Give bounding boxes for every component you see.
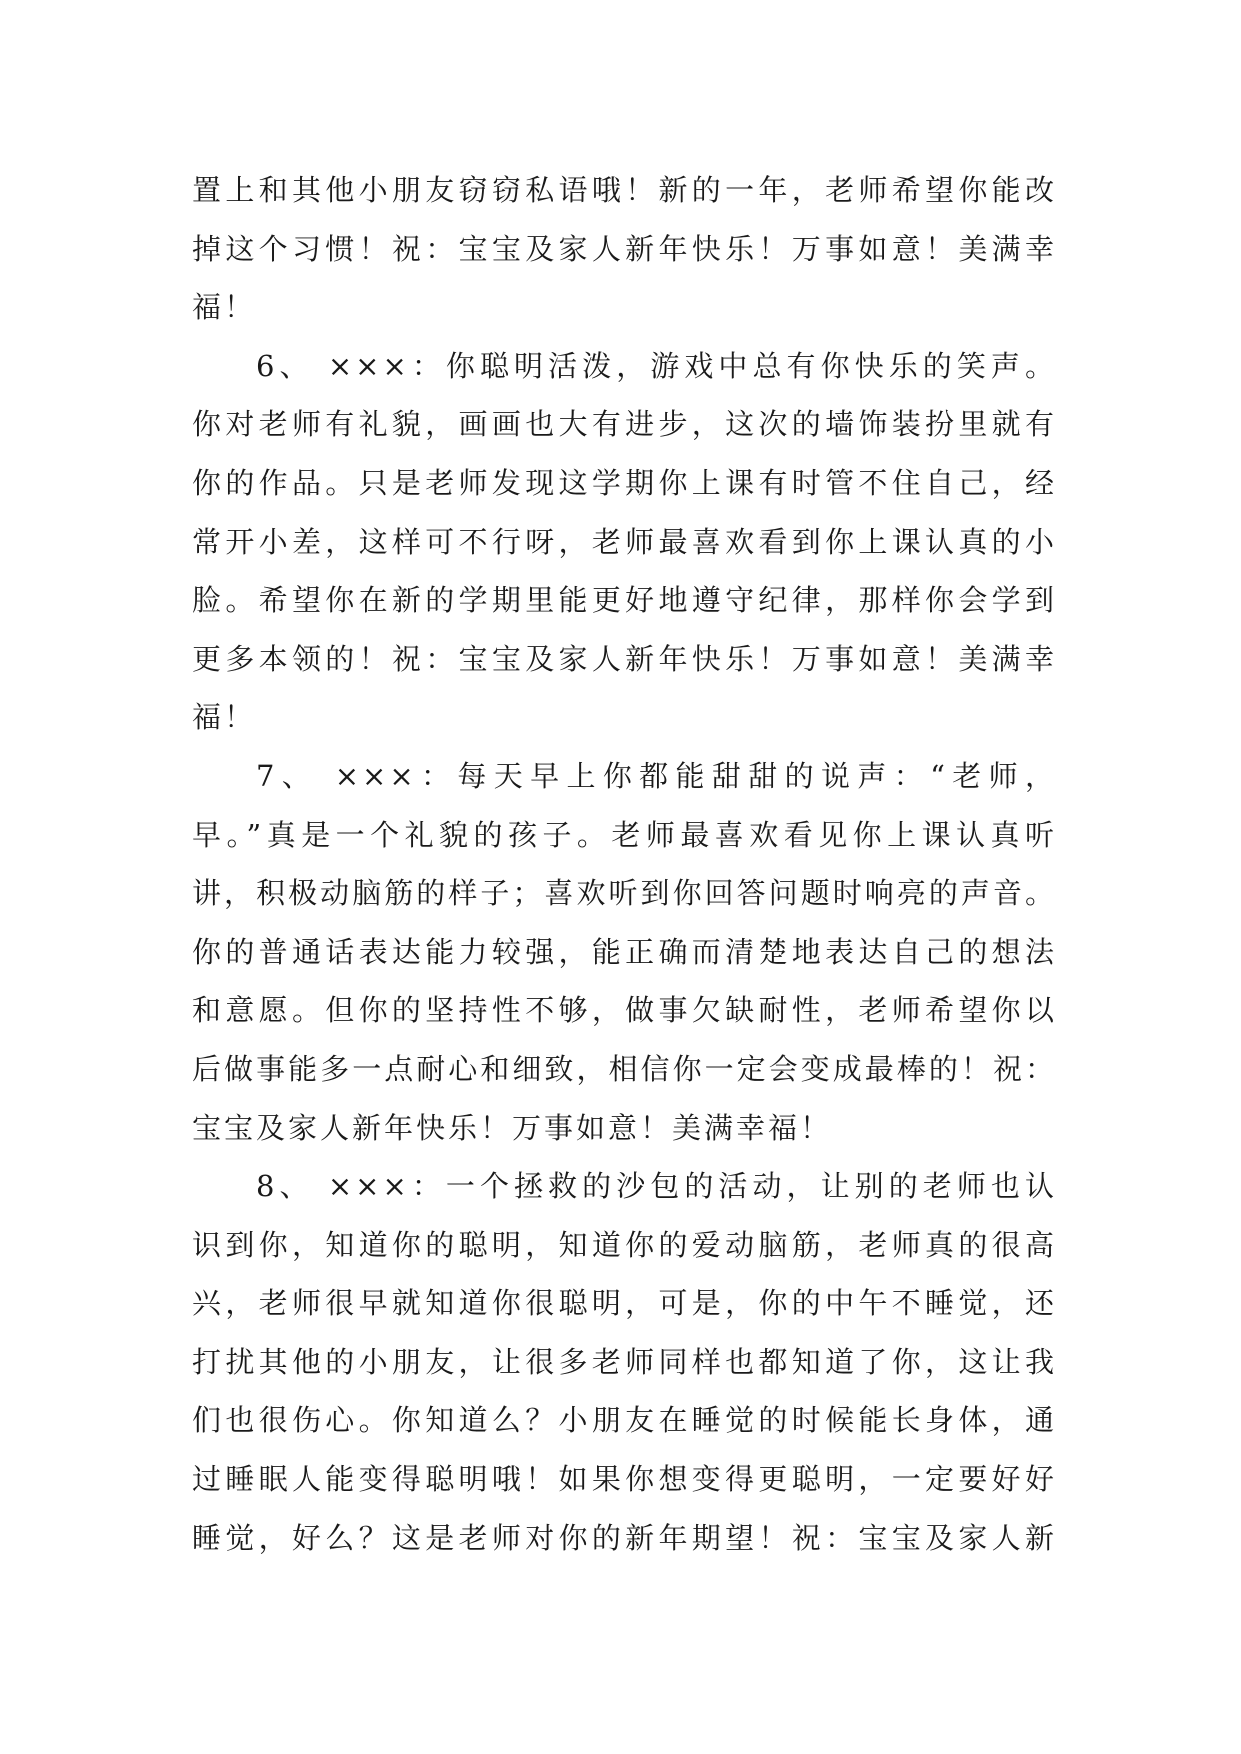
text-line: 讲，积极动脑筋的样子；喜欢听到你回答问题时响亮的声音。 (192, 876, 1057, 911)
text-line: 宝宝及家人新年快乐！万事如意！美满幸福！ (192, 1110, 833, 1145)
text-line: 福！ (192, 700, 257, 735)
text-line: 们也很伤心。你知道么？小朋友在睡觉的时候能长身体，通 (192, 1403, 1057, 1438)
text-line: 脸。希望你在新的学期里能更好地遵守纪律，那样你会学到 (192, 583, 1057, 618)
text-line: 置上和其他小朋友窃窃私语哦！新的一年，老师希望你能改 (192, 173, 1057, 207)
text-line: 早。”真是一个礼貌的孩子。老师最喜欢看见你上课认真听 (192, 817, 1057, 852)
paragraph-start-line-7: 7、 ×××：每天早上你都能甜甜的说声：“老师， (256, 758, 1057, 793)
text-line: 福！ (192, 290, 257, 325)
text-line: 你对老师有礼貌，画画也大有进步，这次的墙饰装扮里就有 (192, 407, 1057, 442)
document-body (192, 161, 1072, 1567)
text-line: 你的普通话表达能力较强，能正确而清楚地表达自己的想法 (192, 934, 1057, 969)
text-line: 识到你，知道你的聪明，知道你的爱动脑筋，老师真的很高 (192, 1227, 1057, 1262)
text-line: 兴，老师很早就知道你很聪明，可是，你的中午不睡觉，还 (192, 1286, 1057, 1321)
paragraph-start-line-6: 6、 ×××：你聪明活泼，游戏中总有你快乐的笑声。 (256, 348, 1057, 383)
text-line: 过睡眠人能变得聪明哦！如果你想变得更聪明，一定要好好 (192, 1462, 1057, 1497)
text-line: 打扰其他的小朋友，让很多老师同样也都知道了你，这让我 (192, 1344, 1057, 1379)
text-line: 后做事能多一点耐心和细致，相信你一定会变成最棒的！祝： (192, 1051, 1057, 1086)
text-line: 和意愿。但你的坚持性不够，做事欠缺耐性，老师希望你以 (192, 993, 1057, 1028)
text-line: 更多本领的！祝：宝宝及家人新年快乐！万事如意！美满幸 (192, 641, 1057, 676)
text-line: 睡觉，好么？这是老师对你的新年期望！祝：宝宝及家人新 (192, 1520, 1057, 1555)
text-line: 你的作品。只是老师发现这学期你上课有时管不住自己，经 (192, 465, 1057, 500)
text-line: 掉这个习惯！祝：宝宝及家人新年快乐！万事如意！美满幸 (192, 231, 1057, 266)
paragraph-start-line-8: 8、 ×××：一个拯救的沙包的活动，让别的老师也认 (256, 1169, 1057, 1204)
text-line: 常开小差，这样可不行呀，老师最喜欢看到你上课认真的小 (192, 524, 1057, 559)
